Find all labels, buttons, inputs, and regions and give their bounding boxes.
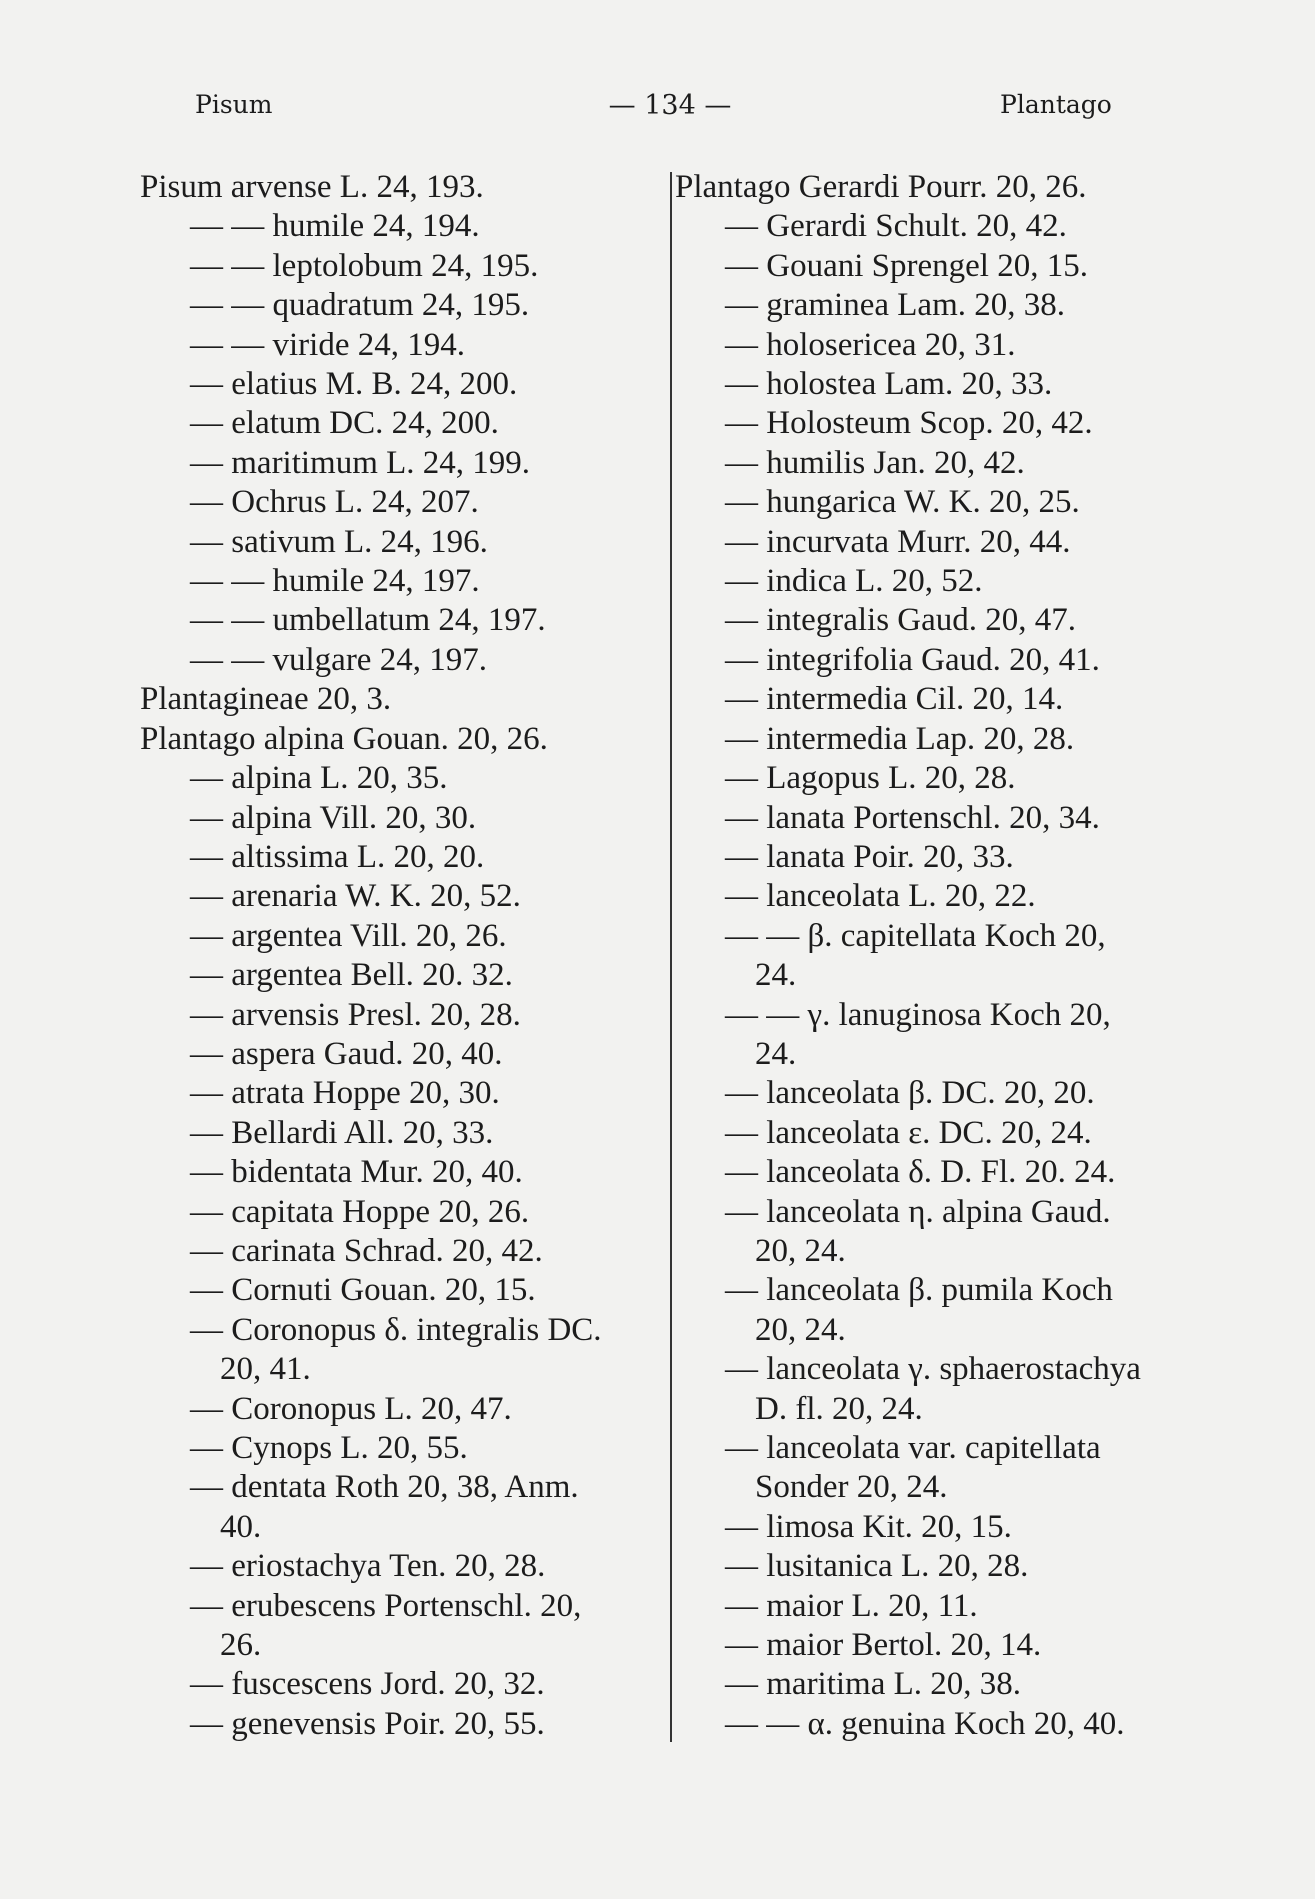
index-entry: — — umbellatum 24, 197. — [190, 602, 546, 639]
index-entry: — atrata Hoppe 20, 30. — [190, 1075, 500, 1112]
index-entry: — — γ. lanuginosa Koch 20, — [725, 996, 1111, 1033]
index-entry: — erubescens Portenschl. 20, — [190, 1587, 582, 1624]
index-entry: — alpina L. 20, 35. — [190, 760, 448, 797]
index-entry-continuation: 20, 41. — [220, 1351, 311, 1388]
index-entry: — integralis Gaud. 20, 47. — [725, 602, 1077, 639]
index-entry: — — humile 24, 194. — [190, 208, 480, 245]
index-entry: — elatum DC. 24, 200. — [190, 405, 499, 442]
index-entry: — — viride 24, 194. — [190, 326, 465, 363]
index-entry: — lanceolata β. pumila Koch — [725, 1272, 1113, 1309]
running-header — [0, 90, 1315, 130]
index-entry: — limosa Kit. 20, 15. — [725, 1508, 1012, 1545]
index-entry-continuation: D. fl. 20, 24. — [755, 1390, 923, 1427]
index-entry: — humilis Jan. 20, 42. — [725, 444, 1025, 481]
index-entry-continuation: 26. — [220, 1627, 262, 1664]
page-number: — 134 — — [608, 90, 732, 121]
index-entry: — — α. genuina Koch 20, 40. — [725, 1705, 1125, 1742]
index-entry-continuation: 40. — [220, 1508, 262, 1545]
index-entry: — holosericea 20, 31. — [725, 326, 1016, 363]
index-entry: — indica L. 20, 52. — [725, 563, 983, 600]
index-entry: — bidentata Mur. 20, 40. — [190, 1154, 523, 1191]
index-entry: — eriostachya Ten. 20, 28. — [190, 1548, 546, 1585]
index-entry-continuation: 24. — [755, 957, 797, 994]
index-entry: — genevensis Poir. 20, 55. — [190, 1705, 545, 1742]
index-entry: — lanceolata β. DC. 20, 20. — [725, 1075, 1095, 1112]
index-entry: — lanceolata η. alpina Gaud. — [725, 1193, 1111, 1230]
index-entry: — Bellardi All. 20, 33. — [190, 1114, 494, 1151]
index-entry: — maior Bertol. 20, 14. — [725, 1627, 1042, 1664]
index-entry: — Coronopus L. 20, 47. — [190, 1390, 512, 1427]
index-entry: — — β. capitellata Koch 20, — [725, 917, 1106, 954]
index-entry: — lusitanica L. 20, 28. — [725, 1548, 1029, 1585]
index-entry: — lanceolata var. capitellata — [725, 1430, 1101, 1466]
index-entry: — — leptolobum 24, 195. — [190, 247, 539, 284]
index-entry: — Holosteum Scop. 20, 42. — [725, 405, 1093, 442]
index-entry: — Gouani Sprengel 20, 15. — [725, 247, 1088, 284]
index-entry: — Cynops L. 20, 55. — [190, 1430, 468, 1466]
index-entry-continuation: 20, 24. — [755, 1311, 846, 1348]
index-entry: — lanceolata γ. sphaerostachya — [725, 1351, 1141, 1388]
left-column — [140, 168, 672, 1744]
index-entry: — lanceolata L. 20, 22. — [725, 878, 1036, 915]
index-entry: — arenaria W. K. 20, 52. — [190, 878, 521, 915]
index-entry-continuation: 24. — [755, 1035, 797, 1072]
index-entry: — sativum L. 24, 196. — [190, 523, 488, 560]
index-entry: — hungarica W. K. 20, 25. — [725, 484, 1080, 521]
index-entry: Pisum arvense L. 24, 193. — [140, 169, 484, 205]
index-entry: — lanata Poir. 20, 33. — [725, 838, 1014, 875]
index-entry: — capitata Hoppe 20, 26. — [190, 1193, 530, 1230]
index-entry-continuation: 20, 24. — [755, 1232, 846, 1269]
index-entry: — elatius M. B. 24, 200. — [190, 366, 518, 403]
index-entry: — maritimum L. 24, 199. — [190, 444, 531, 481]
index-entry-continuation: Sonder 20, 24. — [755, 1469, 948, 1506]
header-right-catchword: Plantago — [1000, 90, 1112, 119]
index-entry: Plantago alpina Gouan. 20, 26. — [140, 720, 548, 757]
index-entry: — maritima L. 20, 38. — [725, 1666, 1022, 1703]
index-entry: — dentata Roth 20, 38, Anm. — [190, 1469, 579, 1506]
index-entry: — integrifolia Gaud. 20, 41. — [725, 641, 1100, 678]
index-entry: — argentea Bell. 20. 32. — [190, 957, 513, 994]
index-entry: — arvensis Presl. 20, 28. — [190, 996, 521, 1033]
index-entry: — Coronopus δ. integralis DC. — [190, 1311, 602, 1348]
index-entry: — — quadratum 24, 195. — [190, 287, 530, 324]
index-entry: — graminea Lam. 20, 38. — [725, 287, 1065, 324]
header-left-catchword: Pisum — [195, 90, 273, 119]
index-entry: — Ochrus L. 24, 207. — [190, 484, 479, 521]
index-entry: — Lagopus L. 20, 28. — [725, 760, 1016, 797]
index-entry: — lanceolata ε. DC. 20, 24. — [725, 1114, 1092, 1151]
index-entry: Plantago Gerardi Pourr. 20, 26. — [675, 169, 1087, 205]
index-entry: — argentea Vill. 20, 26. — [190, 917, 507, 954]
index-entry: — alpina Vill. 20, 30. — [190, 799, 477, 836]
index-entry: — holostea Lam. 20, 33. — [725, 366, 1053, 403]
index-entry: Plantagineae 20, 3. — [140, 681, 392, 718]
index-entry: — incurvata Murr. 20, 44. — [725, 523, 1071, 560]
index-entry: — intermedia Cil. 20, 14. — [725, 681, 1064, 718]
index-entry: — aspera Gaud. 20, 40. — [190, 1035, 503, 1072]
index-entry: — maior L. 20, 11. — [725, 1587, 978, 1624]
right-column — [675, 168, 1235, 1744]
index-entry: — — humile 24, 197. — [190, 563, 480, 600]
index-entry: — lanceolata δ. D. Fl. 20. 24. — [725, 1154, 1116, 1191]
index-entry: — fuscescens Jord. 20, 32. — [190, 1666, 545, 1703]
index-entry: — Gerardi Schult. 20, 42. — [725, 208, 1067, 245]
index-entry: — altissima L. 20, 20. — [190, 838, 485, 875]
index-entry: — lanata Portenschl. 20, 34. — [725, 799, 1100, 836]
index-entry: — intermedia Lap. 20, 28. — [725, 720, 1075, 757]
index-entry: — — vulgare 24, 197. — [190, 641, 487, 678]
index-entry: — carinata Schrad. 20, 42. — [190, 1232, 543, 1269]
index-entry: — Cornuti Gouan. 20, 15. — [190, 1272, 536, 1309]
